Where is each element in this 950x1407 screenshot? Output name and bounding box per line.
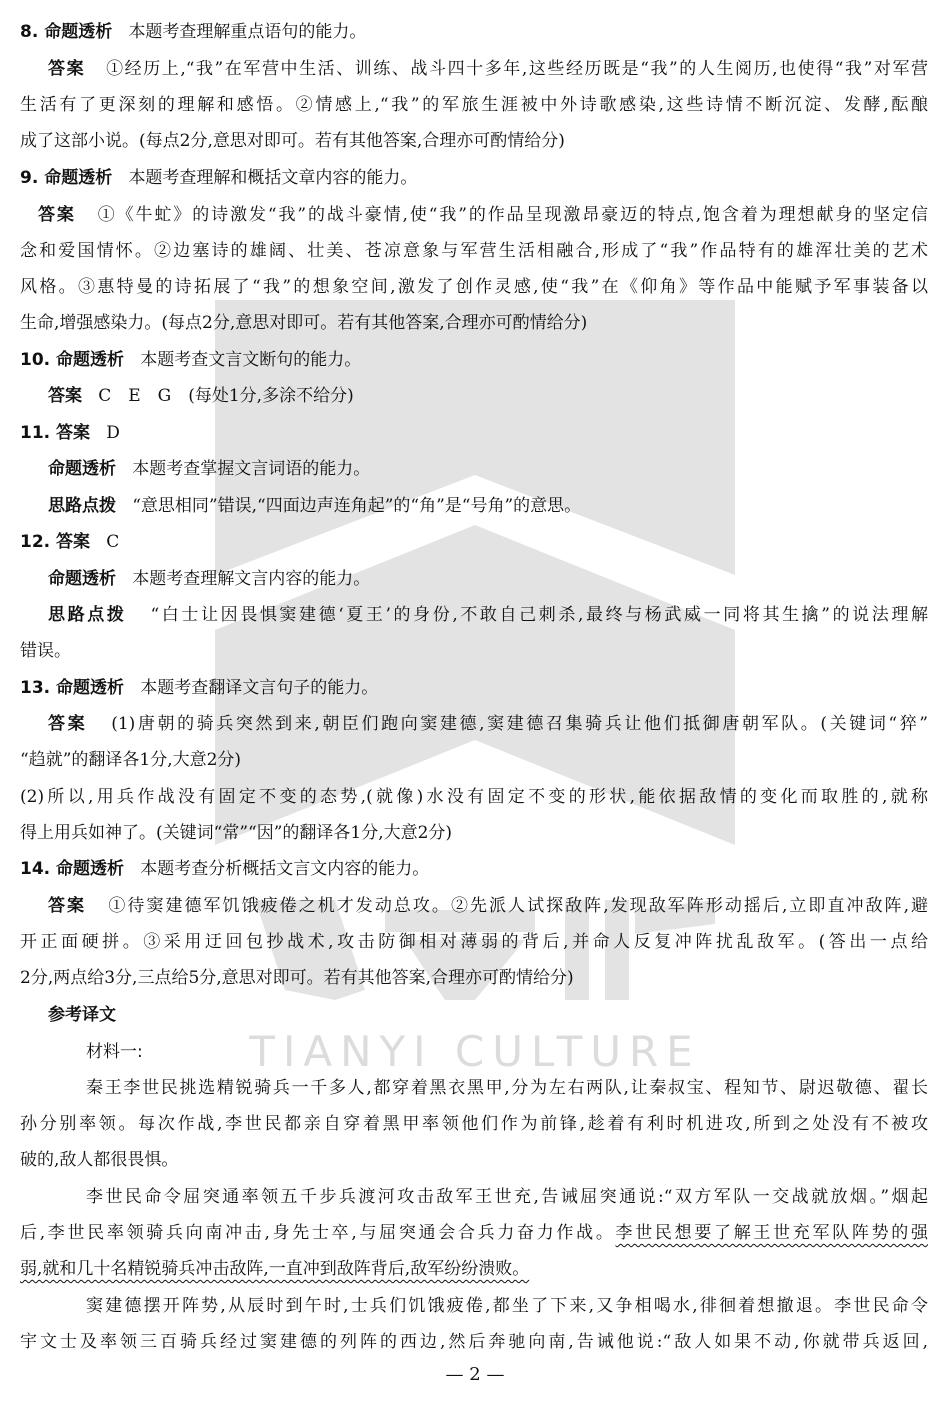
q11-hint: “意思相同”错误,“四面边声连角起”的“角”是“号角”的意思。 (132, 496, 582, 516)
q14-answer-line-2: 开正面硬拼。③采用迂回包抄战术,攻击防御相对薄弱的背后,并命人反复冲阵扰乱敌军。(答出一点给 (20, 932, 928, 952)
q9-answer-line-3: 风格。③惠特曼的诗拓展了“我”的想象空间,激发了创作灵感,使“我”在《仰角》等作品中能赋予军事装备以 (20, 277, 928, 297)
watermark-text: TIANYI CULTURE (249, 1027, 701, 1076)
translation-p2-line-2 (20, 1221, 928, 1245)
q12-hint-line-1 (48, 603, 928, 627)
q13-answer-line-3: (2)所以,用兵作战没有固定不变的态势,(就像)水没有固定不变的形状,能依据敌情的变化而取胜的,就称 (20, 787, 928, 807)
translation-p3-line-1: 窦建德摆开阵势,从辰时到午时,士兵们饥饿疲倦,都坐了下来,又争相喝水,徘徊着想撤退。李世民命令 (86, 1296, 928, 1316)
translation-p1-line-2: 孙分别率领。每次作战,李世民都亲自穿着黑甲率领他们作为前锋,趁着有利时机进攻,所到之处没有不被攻 (20, 1114, 928, 1134)
q10-answer-label: 答案 (48, 386, 82, 406)
q8-intent: 本题考查理解重点语句的能力。 (128, 22, 367, 42)
q14-answer-line-1 (48, 894, 928, 918)
q11-label: 11. 答案 (20, 423, 91, 443)
q10-label: 10. 命题透析 (20, 350, 125, 370)
q13-answer-line-4: 得上用兵如神了。(关键词“常”“因”的翻译各1分,大意2分) (20, 823, 453, 843)
q11-hint-label: 思路点拨 (48, 496, 116, 516)
q14-answer-text-1: ①待窦建德军饥饿疲倦之机才发动总攻。②先派人试探敌阵,发现敌军阵形动摇后,立即直冲敌阵,避 (108, 896, 929, 916)
q10-answer-line (48, 384, 354, 408)
q12-hint-label: 思路点拨 (48, 605, 127, 625)
q13-heading (20, 676, 378, 700)
q8-answer-line-2: 生活有了更深刻的理解和感悟。②情感上,“我”的军旅生涯被中外诗歌感染,这些诗情不断沉淀、发酵,酝酿 (20, 95, 928, 115)
material-1-label: 材料一: (86, 1042, 143, 1062)
translation-p2-underlined-1: 李世民想要了解王世充军队阵势的强 (615, 1223, 928, 1243)
q12-heading (20, 530, 119, 554)
q9-answer-label: 答案 (38, 205, 76, 225)
q11-hint-line (48, 494, 581, 518)
q13-label: 13. 命题透析 (20, 678, 125, 698)
q10-intent: 本题考查文言文断句的能力。 (140, 350, 362, 370)
q12-intent: 本题考查理解文言内容的能力。 (132, 569, 371, 589)
q13-intent: 本题考查翻译文言句子的能力。 (140, 678, 379, 698)
q14-answer-line-3: 2分,两点给3分,三点给5分,意思对即可。若有其他答案,合理亦可酌情给分) (20, 968, 574, 988)
translation-title: 参考译文 (48, 1005, 116, 1025)
translation-p1-line-3: 破的,敌人都很畏惧。 (20, 1150, 179, 1170)
q11-intent-label: 命题透析 (48, 459, 116, 479)
q8-answer-text-1: ①经历上,“我”在军营中生活、训练、战斗四十多年,这些经历既是“我”的人生阅历,也使得“我”对军营 (106, 59, 929, 79)
q11-intent-line (48, 457, 370, 481)
translation-p2-line-2-plain: 后,李世民率领骑兵向南冲击,身先士卒,与屈突通会合兵力奋力作战。 (20, 1223, 616, 1243)
q9-answer-line-1 (38, 203, 928, 227)
q8-answer-line-3: 成了这部小说。(每点2分,意思对即可。若有其他答案,合理亦可酌情给分) (20, 131, 565, 151)
q11-answer: D (106, 423, 120, 443)
q13-answer-line-1 (48, 712, 928, 736)
q14-heading (20, 857, 429, 881)
q8-answer-line-1 (48, 57, 928, 81)
q14-answer-label: 答案 (48, 896, 87, 916)
q12-intent-line (48, 567, 370, 591)
q11-intent: 本题考查掌握文言词语的能力。 (132, 459, 371, 479)
translation-p2-line-3 (20, 1257, 529, 1281)
q9-label: 9. 命题透析 (20, 168, 113, 188)
q9-intent: 本题考查理解和概括文章内容的能力。 (128, 168, 418, 188)
q9-answer-line-2: 念和爱国情怀。②边塞诗的雄阔、壮美、苍凉意象与军营生活相融合,形成了“我”作品特有的雄浑壮美的艺术 (20, 241, 928, 261)
q13-answer-label: 答案 (48, 714, 88, 734)
q12-intent-label: 命题透析 (48, 569, 116, 589)
q13-answer-line-2: “趋就”的翻译各1分,大意2分) (20, 750, 242, 770)
translation-p2-underlined-2: 弱,就和几十名精锐骑兵冲击敌阵,一直冲到敌阵背后,敌军纷纷溃败。 (20, 1259, 530, 1279)
page-number: — 2 — (445, 1364, 505, 1385)
q8-answer-label: 答案 (48, 59, 86, 79)
q11-heading (20, 421, 120, 445)
q9-answer-text-1: ①《牛虻》的诗激发“我”的战斗豪情,使“我”的作品呈现激昂豪迈的特点,饱含着为理想献身的坚定信 (97, 205, 928, 225)
translation-p3-line-2: 宇文士及率领三百骑兵经过窦建德的列阵的西边,然后奔驰向南,告诫他说:“敌人如果不动,你就带兵返回, (20, 1332, 928, 1352)
q9-answer-line-4: 生命,增强感染力。(每点2分,意思对即可。若有其他答案,合理亦可酌情给分) (20, 313, 588, 333)
translation-p1-line-1: 秦王李世民挑选精锐骑兵一千多人,都穿着黑衣黑甲,分为左右两队,让秦叔宝、程知节、尉迟敬德、翟长 (86, 1078, 928, 1098)
q12-label: 12. 答案 (20, 532, 91, 552)
q14-label: 14. 命题透析 (20, 859, 125, 879)
translation-p2-line-1: 李世民命令屈突通率领五千步兵渡河攻击敌军王世充,告诫屈突通说:“双方军队一交战就放烟。”烟起 (86, 1187, 928, 1207)
q8-heading (20, 20, 366, 44)
q9-heading (20, 166, 417, 190)
q12-answer: C (106, 532, 120, 552)
q14-intent: 本题考查分析概括文言文内容的能力。 (140, 859, 430, 879)
q8-label: 8. 命题透析 (20, 22, 113, 42)
q12-hint-text-1: “白士让因畏惧窦建德‘夏王’的身份,不敢自己刺杀,最终与杨武威一同将其生擒”的说法理解 (150, 605, 929, 625)
q10-answer-text: C E G (每处1分,多涂不给分) (98, 386, 354, 406)
q10-heading (20, 348, 361, 372)
q13-answer-text-1: (1)唐朝的骑兵突然到来,朝臣们跑向窦建德,窦建德召集骑兵让他们抵御唐朝军队。(关键词“猝” (111, 714, 929, 734)
q12-hint-line-2: 错误。 (20, 641, 71, 661)
